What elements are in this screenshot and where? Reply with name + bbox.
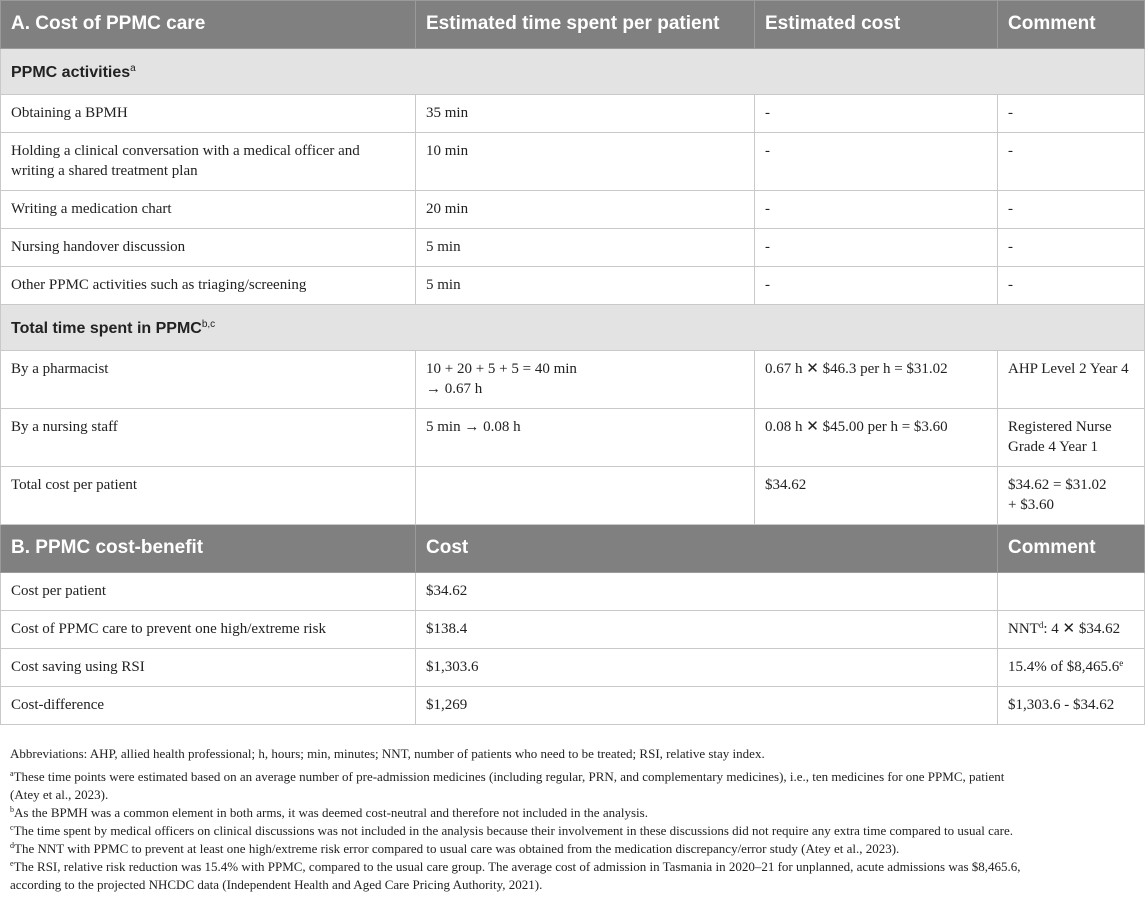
activity-cell: Other PPMC activities such as triaging/screening [1,267,416,305]
comment-cell [998,573,1145,611]
table-row [1,611,1145,649]
comment-text: NNT [1008,621,1039,637]
ppmc-activities-label: PPMC activities [11,64,131,81]
col-header-comment: Comment [998,1,1145,49]
cost-cell: - [755,133,998,191]
section-b-title: B. PPMC cost-benefit [1,525,416,573]
time-cell: 10 min [416,133,755,191]
total-time-subheader [1,305,1145,351]
comment-cell: - [998,229,1145,267]
footnote-ref-e: e [1119,658,1124,668]
comment-line: Registered Nurse [1008,419,1112,435]
col-header-cost-b: Cost [416,525,998,573]
time-cell [416,351,755,409]
time-cell: 5 min [416,267,755,305]
comment-text: 15.4% of $8,465.6 [1008,659,1120,675]
col-header-cost: Estimated cost [755,1,998,49]
item-cell: Cost saving using RSI [1,649,416,687]
time-cell: 35 min [416,95,755,133]
item-cell: Cost of PPMC care to prevent one high/extreme risk [1,611,416,649]
comment-cell: - [998,267,1145,305]
time-line: → 0.67 h [426,381,483,397]
time-cell [416,467,755,525]
role-cell: By a pharmacist [1,351,416,409]
table-row [1,409,1145,467]
total-cost-cell: $34.62 [755,467,998,525]
time-cell: 20 min [416,191,755,229]
comment-cell [998,409,1145,467]
section-b-header-row [1,525,1145,573]
section-a-title: A. Cost of PPMC care [1,1,416,49]
cost-cell: $138.4 [416,611,998,649]
footnote-ref-d: d [1038,620,1044,630]
total-label-cell: Total cost per patient [1,467,416,525]
comment-cell [998,649,1145,687]
table-row [1,687,1145,725]
table-row [1,95,1145,133]
footnote-ref-a: a [130,63,136,74]
col-header-comment-b: Comment [998,525,1145,573]
activity-cell: Obtaining a BPMH [1,95,416,133]
item-cell: Cost per patient [1,573,416,611]
section-a-header-row [1,1,1145,49]
total-row [1,467,1145,525]
footnote-a: $^a$These time points were estimated based on an average number of pre-admission medicines (including regular, PRN, and complementary medicines), i.e., ten medicines for one PPMC, patient (Atey et al., 2023). [10,769,1005,802]
ppmc-activities-subheader [1,49,1145,95]
time-cell: 5 min [416,229,755,267]
cost-cell: - [755,95,998,133]
footnote-d: $^d$The NNT with PPMC to prevent at least one high/extreme risk error compared to usual care was obtained from the medication discrepancy/error study (Atey et al., 2023). [10,841,900,856]
table-footnotes [10,745,1140,894]
cost-cell: 0.67 h ✕ $46.3 per h = $31.02 [755,351,998,409]
cost-cell: $1,269 [416,687,998,725]
footnote-ref-bc: b,c [201,319,216,330]
cost-cell: $1,303.6 [416,649,998,687]
comment-line: $34.62 = $31.02 [1008,477,1107,493]
role-cell: By a nursing staff [1,409,416,467]
table-row [1,191,1145,229]
comment-cell [998,611,1145,649]
table-row [1,267,1145,305]
comment-line: + $3.60 [1008,497,1054,513]
footnote-e: $^e$The RSI, relative risk reduction was 15.4% with PPMC, compared to the usual care group. The average cost of admission in Tasmania in 2020–21 for unplanned, acute admissions was $8,465.6, according to the projected NHCDC data (Independent Health and Aged Care Pricing Authority, 2021). [10,859,1021,892]
activity-cell: Holding a clinical conversation with a medical officer and writing a shared treatment plan [1,133,416,191]
time-line: 10 + 20 + 5 + 5 = 40 min [426,361,577,377]
cost-cell: - [755,267,998,305]
comment-line: Grade 4 Year 1 [1008,439,1098,455]
time-cell: 5 min → 0.08 h [416,409,755,467]
comment-cell: - [998,133,1145,191]
table-row [1,649,1145,687]
item-cell: Cost-difference [1,687,416,725]
cost-cell: - [755,191,998,229]
comment-cell: - [998,95,1145,133]
activity-cell: Writing a medication chart [1,191,416,229]
table-row [1,351,1145,409]
cost-cell: $34.62 [416,573,998,611]
total-time-label: Total time spent in PPMC [11,320,202,337]
col-header-time: Estimated time spent per patient [416,1,755,49]
comment-cell: AHP Level 2 Year 4 [998,351,1145,409]
activity-cell: Nursing handover discussion [1,229,416,267]
footnote-b: $^b$As the BPMH was a common element in both arms, it was deemed cost-neutral and therefore not included in the analysis. [10,805,648,820]
abbreviations-note: Abbreviations: AHP, allied health professional; h, hours; min, minutes; NNT, number of patients who need to be treated; RSI, relative stay index. [10,746,765,761]
comment-cell: - [998,191,1145,229]
comment-cell [998,467,1145,525]
table-row [1,573,1145,611]
comment-cell: $1,303.6 - $34.62 [998,687,1145,725]
footnote-c: $^c$The time spent by medical officers on clinical discussions was not included in the analysis because their involvement in these discussions did not require any extra time compared to usual care. [10,823,1013,838]
cost-cell: - [755,229,998,267]
comment-text: : 4 ✕ $34.62 [1043,621,1121,637]
table-row [1,133,1145,191]
cost-cell: 0.08 h ✕ $45.00 per h = $3.60 [755,409,998,467]
table-row [1,229,1145,267]
